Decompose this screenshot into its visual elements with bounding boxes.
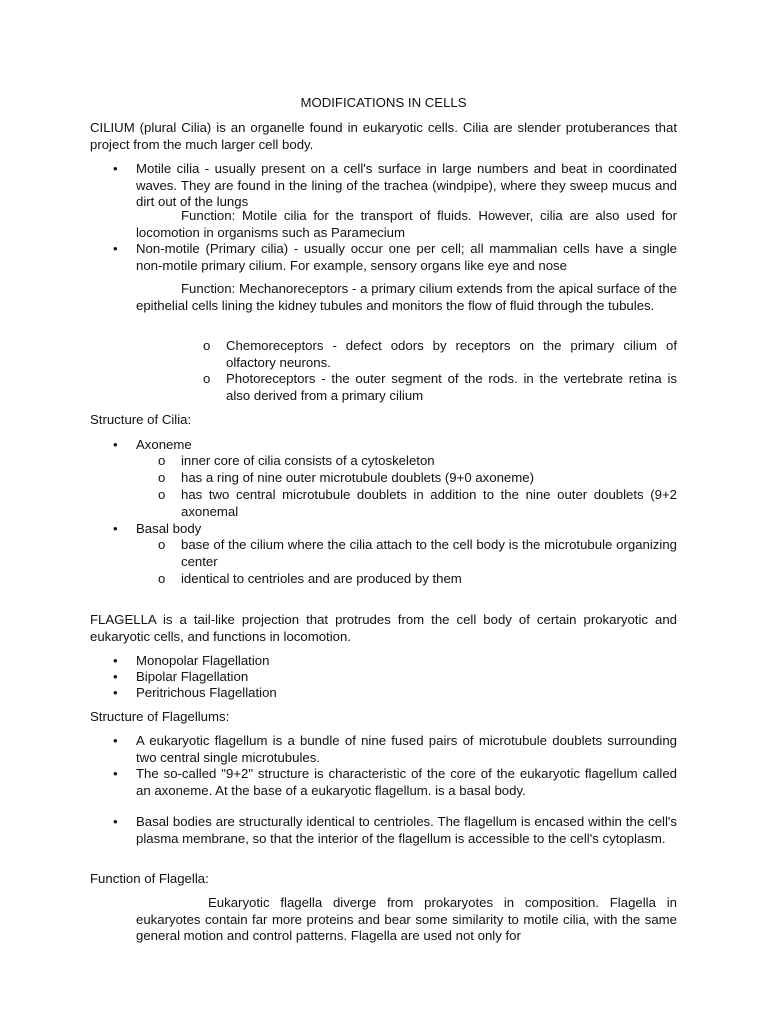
- axoneme-subitem: has two central microtubule doublets in addition to the nine outer doublets (9+2 axonemal: [181, 487, 677, 519]
- flagella-intro-paragraph: FLAGELLA is a tail-like projection that protrudes from the cell body of certain prokaryotic and eukaryotic cells, and functions in locomotion.: [90, 612, 677, 644]
- flagella-structure-heading: Structure of Flagellums:: [90, 709, 230, 724]
- axoneme-item: Axoneme: [136, 437, 192, 452]
- bullet-symbol: •: [113, 733, 118, 748]
- basal-body-item: Basal body: [136, 521, 202, 536]
- bullet-symbol: •: [113, 161, 118, 176]
- flagella-function-paragraph: Eukaryotic flagella diverge from prokaryotes in composition. Flagella in eukaryotes contain far more proteins and bear some similarity to motile cilia, with the same general motion and control patterns. Flagella are used not only for: [136, 895, 677, 943]
- sub-bullet-symbol: o: [158, 487, 166, 502]
- flagella-structure-item: A eukaryotic flagellum is a bundle of nine fused pairs of microtubule doublets surrounding two central single microtubules.: [136, 733, 677, 765]
- sub-bullet-symbol: o: [203, 338, 211, 353]
- sub-bullet-symbol: o: [203, 371, 211, 386]
- nonmotile-function-paragraph: Function: Mechanoreceptors - a primary cilium extends from the apical surface of the epithelial cells lining the kidney tubules and monitors the flow of fluid through the tubules.: [136, 281, 677, 313]
- photoreceptors-item: Photoreceptors - the outer segment of the rods. in the vertebrate retina is also derived from a primary cilium: [226, 371, 677, 403]
- bullet-symbol: •: [113, 437, 118, 452]
- sub-bullet-symbol: o: [158, 537, 166, 552]
- flagella-structure-item: The so-called "9+2" structure is characteristic of the core of the eukaryotic flagellum called an axoneme. At the base of a eukaryotic flagellum. is a basal body.: [136, 766, 677, 798]
- axoneme-subitem: has a ring of nine outer microtubule doublets (9+0 axoneme): [181, 470, 534, 485]
- flagellation-type-item: Peritrichous Flagellation: [136, 685, 277, 700]
- chemoreceptors-item: Chemoreceptors - defect odors by receptors on the primary cilium of olfactory neurons.: [226, 338, 677, 370]
- flagellation-type-item: Monopolar Flagellation: [136, 653, 270, 668]
- bullet-symbol: •: [113, 766, 118, 781]
- bullet-symbol: •: [113, 814, 118, 829]
- bullet-symbol: •: [113, 653, 118, 668]
- bullet-symbol: •: [113, 685, 118, 700]
- sub-bullet-symbol: o: [158, 470, 166, 485]
- cilia-structure-heading: Structure of Cilia:: [90, 412, 192, 427]
- flagella-function-heading: Function of Flagella:: [90, 871, 209, 886]
- cilium-intro-paragraph: CILIUM (plural Cilia) is an organelle found in eukaryotic cells. Cilia are slender protuberances that project from the much larger cell body.: [90, 120, 677, 152]
- bullet-symbol: •: [113, 669, 118, 684]
- bullet-symbol: •: [113, 241, 118, 256]
- page-title: MODIFICATIONS IN CELLS: [300, 95, 467, 110]
- bullet-symbol: •: [113, 521, 118, 536]
- basal-body-subitem: base of the cilium where the cilia attach to the cell body is the microtubule organizing center: [181, 537, 677, 569]
- sub-bullet-symbol: o: [158, 453, 166, 468]
- flagellation-type-item: Bipolar Flagellation: [136, 669, 249, 684]
- flagella-structure-item: Basal bodies are structurally identical to centrioles. The flagellum is encased within the cell's plasma membrane, so that the interior of the flagellum is accessible to the cell's cytoplasm.: [136, 814, 677, 846]
- axoneme-subitem: inner core of cilia consists of a cytoskeleton: [181, 453, 435, 468]
- nonmotile-cilia-item: Non-motile (Primary cilia) - usually occur one per cell; all mammalian cells have a single non-motile primary cilium. For example, sensory organs like eye and nose: [136, 241, 677, 273]
- sub-bullet-symbol: o: [158, 571, 166, 586]
- motile-cilia-item: Motile cilia - usually present on a cell's surface in large numbers and beat in coordinated waves. They are found in the lining of the trachea (windpipe), where they sweep mucus and dirt out of the lungs: [136, 161, 677, 209]
- basal-body-subitem: identical to centrioles and are produced by them: [181, 571, 462, 586]
- motile-function-paragraph: Function: Motile cilia for the transport of fluids. However, cilia are also used for locomotion in organisms such as Paramecium: [136, 208, 677, 240]
